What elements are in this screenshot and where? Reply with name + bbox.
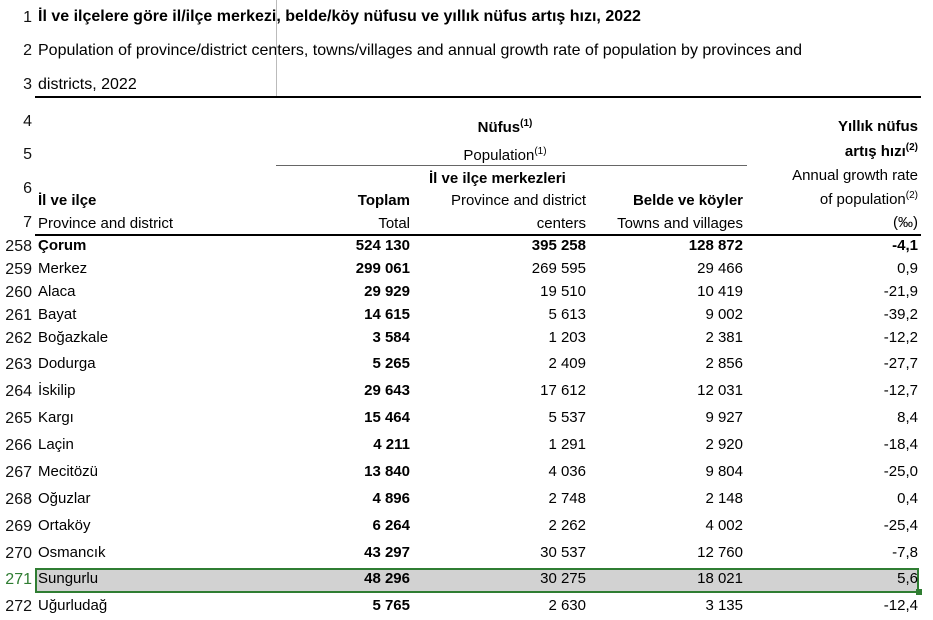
cell-district[interactable]: Laçin	[38, 436, 74, 453]
header-growth-tr-2: artış hızı$^{(2)}$	[844, 142, 918, 160]
row-number[interactable]: 4	[23, 113, 32, 130]
row-number[interactable]: 272	[5, 598, 32, 615]
row-number[interactable]: 259	[5, 261, 32, 278]
cell-district[interactable]: Uğurludağ	[38, 597, 108, 614]
header-growth-unit: (‰)	[893, 214, 918, 231]
header-total-en: Total	[378, 215, 410, 232]
header-population-tr: Nüfus$^{(1)}$	[477, 118, 533, 136]
row-number[interactable]: 261	[5, 307, 32, 324]
cell-district[interactable]: Osmancık	[38, 544, 106, 561]
fill-handle[interactable]	[916, 589, 922, 595]
cell-growth[interactable]: -27,7	[883, 355, 918, 372]
cell-district[interactable]: Kargı	[38, 409, 74, 426]
cell-towns[interactable]: 2 856	[705, 355, 743, 372]
cell-growth[interactable]: -21,9	[883, 283, 918, 300]
cell-towns[interactable]: 2 381	[705, 329, 743, 346]
cell-district[interactable]: Dodurga	[38, 355, 96, 372]
cell-growth[interactable]: 5,6	[897, 570, 918, 587]
cell-district[interactable]: Oğuzlar	[38, 490, 91, 507]
cell-towns[interactable]: 4 002	[705, 517, 743, 534]
cell-centers[interactable]: 30 275	[540, 570, 586, 587]
cell-district[interactable]: İskilip	[38, 382, 76, 399]
cell-total[interactable]: 4 896	[372, 490, 410, 507]
cell-total[interactable]: 524 130	[355, 237, 410, 254]
column-divider	[276, 0, 277, 96]
cell-total[interactable]: 29 929	[364, 283, 410, 300]
row-number[interactable]: 1	[23, 9, 32, 26]
cell-total[interactable]: 299 061	[355, 260, 410, 277]
header-centers-en-2: centers	[536, 215, 586, 232]
header-top-rule	[35, 96, 921, 98]
row-number[interactable]: 267	[5, 464, 32, 481]
row-number[interactable]: 265	[5, 410, 32, 427]
row-number[interactable]: 263	[5, 356, 32, 373]
cell-towns[interactable]: 18 021	[697, 570, 743, 587]
header-province-en: Province and district	[38, 215, 174, 232]
header-population-en: Population$^{(1)}$	[463, 146, 547, 164]
header-growth-en-1: Annual growth rate	[792, 167, 918, 184]
row-number[interactable]: 3	[23, 76, 32, 93]
cell-centers[interactable]: 1 291	[548, 436, 586, 453]
cell-total[interactable]: 48 296	[364, 570, 410, 587]
cell-district[interactable]: Çorum	[38, 237, 87, 254]
row-number[interactable]: 271	[5, 571, 32, 588]
cell-growth[interactable]: -25,0	[883, 463, 918, 480]
population-group-rule	[276, 165, 747, 166]
cell-centers[interactable]: 5 613	[548, 306, 586, 323]
cell-district[interactable]: Sungurlu	[38, 570, 99, 587]
row-number[interactable]: 5	[23, 146, 32, 163]
cell-district[interactable]: Alaca	[38, 283, 76, 300]
header-towns-en: Towns and villages	[617, 215, 743, 232]
row-number[interactable]: 269	[5, 518, 32, 535]
cell-towns[interactable]: 12 031	[697, 382, 743, 399]
cell-towns[interactable]: 9 804	[705, 463, 743, 480]
cell-centers[interactable]: 269 595	[531, 260, 586, 277]
cell-growth[interactable]: 8,4	[897, 409, 918, 426]
cell-total[interactable]: 29 643	[364, 382, 410, 399]
cell-centers[interactable]: 19 510	[540, 283, 586, 300]
cell-district[interactable]: Mecitözü	[38, 463, 99, 480]
row-number[interactable]: 260	[5, 284, 32, 301]
cell-centers[interactable]: 2 630	[548, 597, 586, 614]
cell-growth[interactable]: -25,4	[883, 517, 918, 534]
cell-towns[interactable]: 9 927	[705, 409, 743, 426]
cell-centers[interactable]: 5 537	[548, 409, 586, 426]
header-growth-en-2: of population$^{(2)}$	[819, 190, 918, 208]
cell-district[interactable]: Boğazkale	[38, 329, 109, 346]
header-centers-en-1: Province and district	[450, 192, 586, 209]
title-en-line1[interactable]: Population of province/district centers, towns/villages and annual growth rate of population by provinces and	[38, 42, 803, 59]
cell-district[interactable]: Ortaköy	[38, 517, 91, 534]
row-number[interactable]: 2	[23, 42, 32, 59]
row-number[interactable]: 264	[5, 383, 32, 400]
header-towns-tr: Belde ve köyler	[632, 192, 743, 209]
cell-centers[interactable]: 17 612	[540, 382, 586, 399]
cell-growth[interactable]: 0,4	[897, 490, 918, 507]
cell-total[interactable]: 3 584	[372, 329, 410, 346]
header-centers-tr: İl ve ilçe merkezleri	[429, 170, 566, 187]
cell-growth[interactable]: -4,1	[892, 237, 918, 254]
cell-towns[interactable]: 128 872	[688, 237, 743, 254]
cell-total[interactable]: 15 464	[364, 409, 410, 426]
cell-growth[interactable]: 0,9	[897, 260, 918, 277]
cell-towns[interactable]: 29 466	[697, 260, 743, 277]
cell-towns[interactable]: 3 135	[705, 597, 743, 614]
cell-total[interactable]: 14 615	[364, 306, 410, 323]
header-province-tr: İl ve ilçe	[38, 192, 97, 209]
row-number[interactable]: 6	[23, 180, 32, 197]
cell-growth[interactable]: -12,2	[883, 329, 918, 346]
cell-district[interactable]: Merkez	[38, 260, 88, 277]
row-number[interactable]: 258	[5, 238, 32, 255]
cell-centers[interactable]: 1 203	[548, 329, 586, 346]
cell-towns[interactable]: 2 148	[705, 490, 743, 507]
cell-towns[interactable]: 2 920	[705, 436, 743, 453]
cell-towns[interactable]: 12 760	[697, 544, 743, 561]
cell-centers[interactable]: 2 409	[548, 355, 586, 372]
cell-total[interactable]: 43 297	[364, 544, 410, 561]
row-number[interactable]: 268	[5, 491, 32, 508]
header-growth-tr-1: Yıllık nüfus	[837, 118, 918, 135]
cell-centers[interactable]: 2 748	[548, 490, 586, 507]
cell-growth[interactable]: -7,8	[892, 544, 918, 561]
cell-towns[interactable]: 10 419	[697, 283, 743, 300]
cell-total[interactable]: 5 265	[372, 355, 410, 372]
cell-centers[interactable]: 2 262	[548, 517, 586, 534]
cell-growth[interactable]: -39,2	[883, 306, 918, 323]
cell-growth[interactable]: -18,4	[883, 436, 918, 453]
cell-district[interactable]: Bayat	[38, 306, 77, 323]
row-number[interactable]: 262	[5, 330, 32, 347]
cell-total[interactable]: 6 264	[372, 517, 410, 534]
cell-centers[interactable]: 30 537	[540, 544, 586, 561]
row-number[interactable]: 266	[5, 437, 32, 454]
row-number[interactable]: 270	[5, 545, 32, 562]
cell-centers[interactable]: 4 036	[548, 463, 586, 480]
header-total-tr: Toplam	[357, 192, 410, 209]
title-en-line2[interactable]: districts, 2022	[38, 76, 137, 93]
cell-centers[interactable]: 395 258	[531, 237, 586, 254]
header-bottom-rule	[35, 234, 921, 236]
cell-total[interactable]: 13 840	[364, 463, 410, 480]
title-tr[interactable]: İl ve ilçelere göre il/ilçe merkezi, belde/köy nüfusu ve yıllık nüfus artış hızı, 2022	[38, 8, 641, 25]
cell-growth[interactable]: -12,4	[883, 597, 918, 614]
row-number[interactable]: 7	[23, 214, 32, 231]
cell-total[interactable]: 4 211	[373, 436, 410, 453]
cell-towns[interactable]: 9 002	[705, 306, 743, 323]
cell-total[interactable]: 5 765	[372, 597, 410, 614]
cell-growth[interactable]: -12,7	[883, 382, 918, 399]
